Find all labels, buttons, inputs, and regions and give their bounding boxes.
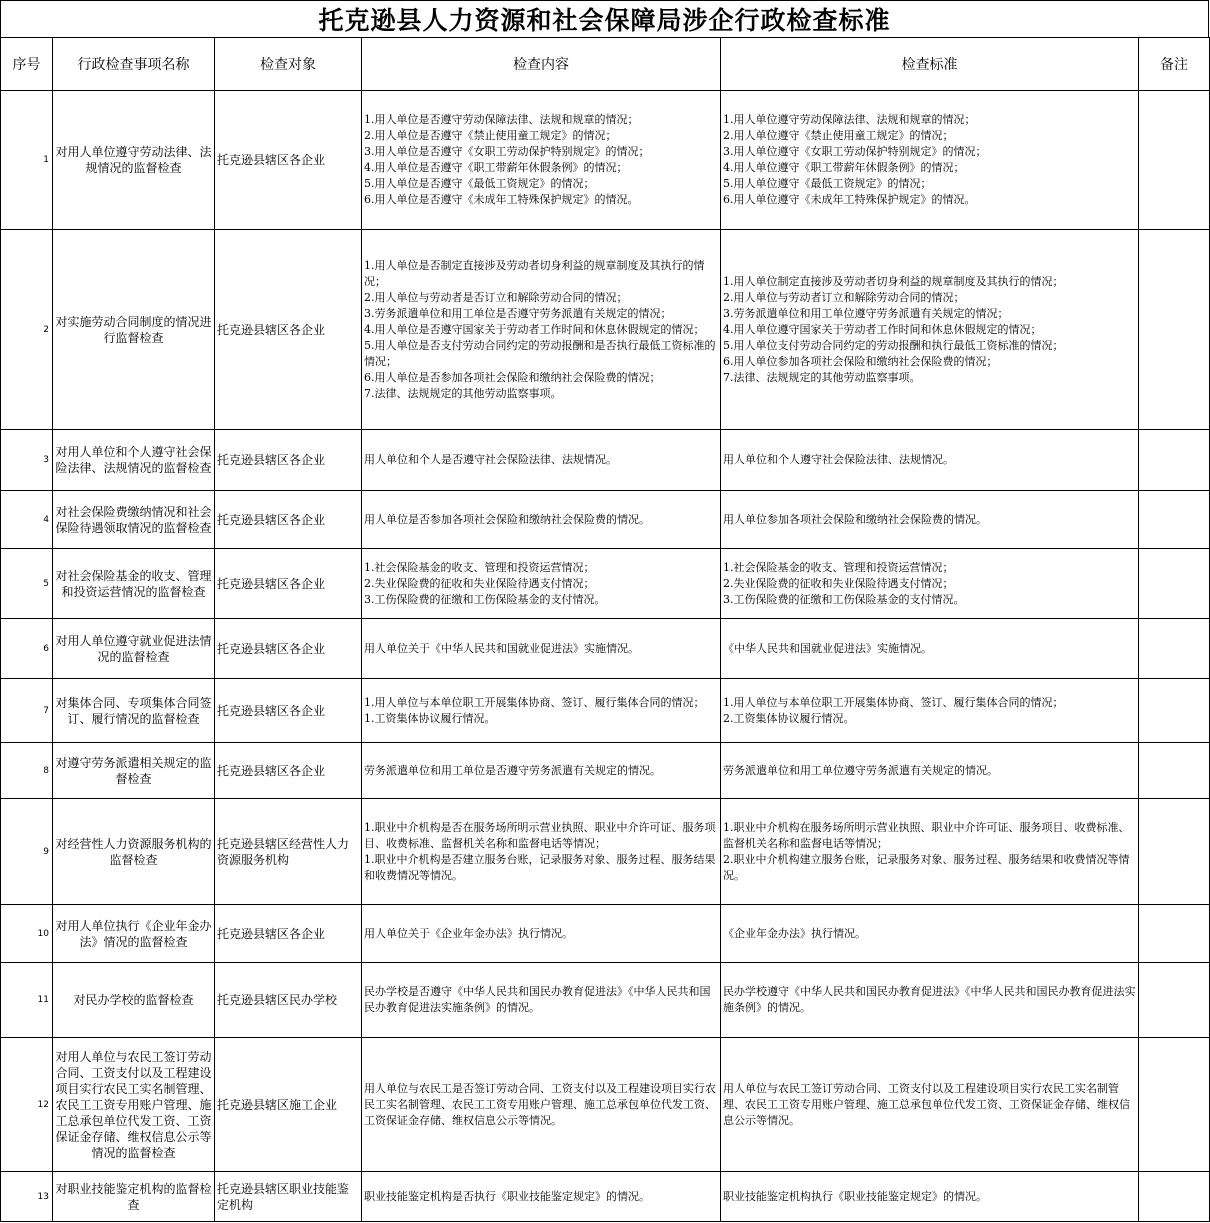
row-content: 用人单位关于《中华人民共和国就业促进法》实施情况。	[362, 619, 721, 679]
row-note	[1139, 679, 1210, 743]
table-row	[1, 230, 1210, 430]
row-no: 1	[1, 91, 53, 230]
row-content: 用人单位与农民工是否签订劳动合同、工资支付以及工程建设项目实行农民工实名制管理、农民工工资专用账户管理、施工总承包单位代发工资、工资保证金存储、维权信息公示等情况。	[362, 1038, 721, 1172]
row-object: 托克逊县辖区各企业	[215, 679, 362, 743]
row-standard: 用人单位和个人遵守社会保险法律、法规情况。	[721, 430, 1139, 491]
row-standard: 1.用人单位制定直接涉及劳动者切身利益的规章制度及其执行的情况； 2.用人单位与劳动者订立和解除劳动合同的情况； 3.劳务派遣单位和用工单位遵守劳务派遣有关规定的情况； 4.用人单位遵守国家关于劳动者工作时间和休息休假规定的情况； 5.用人单位支付劳动合同约定的劳动报酬和执行最低工资标准的情况； 6.用人单位参加各项社会保险和缴纳社会保险费的情况； 7.法律、法规规定的其他劳动监察事项。	[721, 230, 1139, 430]
row-standard: 民办学校遵守《中华人民共和国民办教育促进法》《中华人民共和国民办教育促进法实施条例》的情况。	[721, 963, 1139, 1038]
row-no: 6	[1, 619, 53, 679]
table-row	[1, 905, 1210, 963]
row-note	[1139, 430, 1210, 491]
row-object: 托克逊县辖区各企业	[215, 430, 362, 491]
row-item-name: 对民办学校的监督检查	[53, 963, 215, 1038]
row-object: 托克逊县辖区各企业	[215, 491, 362, 549]
row-object: 托克逊县辖区施工企业	[215, 1038, 362, 1172]
header-note: 备注	[1139, 38, 1210, 91]
table-row	[1, 549, 1210, 619]
row-object: 托克逊县辖区各企业	[215, 549, 362, 619]
row-no: 7	[1, 679, 53, 743]
row-content: 1.职业中介机构是否在服务场所明示营业执照、职业中介许可证、服务项目、收费标准、监督机关名称和监督电话等情况； 1.职业中介机构是否建立服务台账，记录服务对象、服务过程、服务结果和收费情况等情况。	[362, 799, 721, 905]
table-row	[1, 91, 1210, 230]
row-standard: 《中华人民共和国就业促进法》实施情况。	[721, 619, 1139, 679]
header-object: 检查对象	[215, 38, 362, 91]
table-row	[1, 1038, 1210, 1172]
row-no: 5	[1, 549, 53, 619]
row-content: 1.社会保险基金的收支、管理和投资运营情况； 2.失业保险费的征收和失业保险待遇支付情况； 3.工伤保险费的征缴和工伤保险基金的支付情况。	[362, 549, 721, 619]
row-object: 托克逊县辖区各企业	[215, 91, 362, 230]
row-standard: 职业技能鉴定机构执行《职业技能鉴定规定》的情况。	[721, 1172, 1139, 1222]
row-object: 托克逊县辖区各企业	[215, 905, 362, 963]
row-no: 13	[1, 1172, 53, 1222]
row-no: 11	[1, 963, 53, 1038]
row-standard: 1.用人单位与本单位职工开展集体协商、签订、履行集体合同的情况； 2.工资集体协议履行情况。	[721, 679, 1139, 743]
row-note	[1139, 619, 1210, 679]
row-note	[1139, 1172, 1210, 1222]
row-content: 1.用人单位与本单位职工开展集体协商、签订、履行集体合同的情况； 1.工资集体协议履行情况。	[362, 679, 721, 743]
row-item-name: 对社会保险费缴纳情况和社会保险待遇领取情况的监督检查	[53, 491, 215, 549]
row-item-name: 对用人单位和个人遵守社会保险法律、法规情况的监督检查	[53, 430, 215, 491]
row-standard: 用人单位参加各项社会保险和缴纳社会保险费的情况。	[721, 491, 1139, 549]
row-item-name: 对职业技能鉴定机构的监督检查	[53, 1172, 215, 1222]
row-object: 托克逊县辖区各企业	[215, 619, 362, 679]
row-note	[1139, 1038, 1210, 1172]
table-row	[1, 679, 1210, 743]
table-row	[1, 743, 1210, 799]
row-no: 4	[1, 491, 53, 549]
row-object: 托克逊县辖区职业技能鉴定机构	[215, 1172, 362, 1222]
row-object: 托克逊县辖区各企业	[215, 230, 362, 430]
row-standard: 《企业年金办法》执行情况。	[721, 905, 1139, 963]
table-row	[1, 1172, 1210, 1222]
row-item-name: 对实施劳动合同制度的情况进行监督检查	[53, 230, 215, 430]
row-item-name: 对经营性人力资源服务机构的监督检查	[53, 799, 215, 905]
row-content: 劳务派遣单位和用工单位是否遵守劳务派遣有关规定的情况。	[362, 743, 721, 799]
row-note	[1139, 491, 1210, 549]
table-header-row	[1, 38, 1210, 91]
row-item-name: 对用人单位执行《企业年金办法》情况的监督检查	[53, 905, 215, 963]
row-note	[1139, 905, 1210, 963]
row-no: 2	[1, 230, 53, 430]
row-object: 托克逊县辖区各企业	[215, 743, 362, 799]
row-standard: 1.用人单位遵守劳动保障法律、法规和规章的情况； 2.用人单位遵守《禁止使用童工规定》的情况； 3.用人单位遵守《女职工劳动保护特别规定》的情况； 4.用人单位遵守《职工带薪年休假条例》的情况； 5.用人单位遵守《最低工资规定》的情况； 6.用人单位遵守《未成年工特殊保护规定》的情况。	[721, 91, 1139, 230]
row-item-name: 对遵守劳务派遣相关规定的监督检查	[53, 743, 215, 799]
row-note	[1139, 91, 1210, 230]
table-row	[1, 491, 1210, 549]
table-row	[1, 799, 1210, 905]
row-note	[1139, 549, 1210, 619]
row-note	[1139, 230, 1210, 430]
row-standard: 劳务派遣单位和用工单位遵守劳务派遣有关规定的情况。	[721, 743, 1139, 799]
table-row	[1, 619, 1210, 679]
header-name: 行政检查事项名称	[53, 38, 215, 91]
row-object: 托克逊县辖区民办学校	[215, 963, 362, 1038]
row-standard: 1.职业中介机构在服务场所明示营业执照、职业中介许可证、服务项目、收费标准、监督机关名称和监督电话等情况； 2.职业中介机构建立服务台账，记录服务对象、服务过程、服务结果和收费情况等情况。	[721, 799, 1139, 905]
row-content: 用人单位关于《企业年金办法》执行情况。	[362, 905, 721, 963]
row-content: 用人单位是否参加各项社会保险和缴纳社会保险费的情况。	[362, 491, 721, 549]
standards-table	[0, 37, 1210, 1222]
row-standard: 用人单位与农民工签订劳动合同、工资支付以及工程建设项目实行农民工实名制管理、农民工工资专用账户管理、施工总承包单位代发工资、工资保证金存储、维权信息公示等情况。	[721, 1038, 1139, 1172]
row-note	[1139, 799, 1210, 905]
row-note	[1139, 963, 1210, 1038]
header-standard: 检查标准	[721, 38, 1139, 91]
table-row	[1, 430, 1210, 491]
row-item-name: 对用人单位与农民工签订劳动合同、工资支付以及工程建设项目实行农民工实名制管理、农民工工资专用账户管理、施工总承包单位代发工资、工资保证金存储、维权信息公示等情况的监督检查	[53, 1038, 215, 1172]
row-no: 9	[1, 799, 53, 905]
row-note	[1139, 743, 1210, 799]
row-object: 托克逊县辖区经营性人力资源服务机构	[215, 799, 362, 905]
row-item-name: 对用人单位遵守劳动法律、法规情况的监督检查	[53, 91, 215, 230]
row-no: 10	[1, 905, 53, 963]
row-no: 3	[1, 430, 53, 491]
row-item-name: 对用人单位遵守就业促进法情况的监督检查	[53, 619, 215, 679]
row-item-name: 对社会保险基金的收支、管理和投资运营情况的监督检查	[53, 549, 215, 619]
row-item-name: 对集体合同、专项集体合同签订、履行情况的监督检查	[53, 679, 215, 743]
row-content: 用人单位和个人是否遵守社会保险法律、法规情况。	[362, 430, 721, 491]
row-standard: 1.社会保险基金的收支、管理和投资运营情况； 2.失业保险费的征收和失业保险待遇支付情况； 3.工伤保险费的征缴和工伤保险基金的支付情况。	[721, 549, 1139, 619]
row-no: 8	[1, 743, 53, 799]
row-content: 职业技能鉴定机构是否执行《职业技能鉴定规定》的情况。	[362, 1172, 721, 1222]
row-content: 1.用人单位是否制定直接涉及劳动者切身利益的规章制度及其执行的情况； 2.用人单位与劳动者是否订立和解除劳动合同的情况； 3.劳务派遣单位和用工单位是否遵守劳务派遣有关规定的情况； 4.用人单位是否遵守国家关于劳动者工作时间和休息休假规定的情况； 5.用人单位是否支付劳动合同约定的劳动报酬和是否执行最低工资标准的情况； 6.用人单位是否参加各项社会保险和缴纳社会保险费的情况； 7.法律、法规规定的其他劳动监察事项。	[362, 230, 721, 430]
document-title: 托克逊县人力资源和社会保障局涉企行政检查标准	[0, 0, 1209, 37]
header-content: 检查内容	[362, 38, 721, 91]
row-no: 12	[1, 1038, 53, 1172]
row-content: 1.用人单位是否遵守劳动保障法律、法规和规章的情况； 2.用人单位是否遵守《禁止使用童工规定》的情况； 3.用人单位是否遵守《女职工劳动保护特别规定》的情况； 4.用人单位是否遵守《职工带薪年休假条例》的情况； 5.用人单位是否遵守《最低工资规定》的情况； 6.用人单位是否遵守《未成年工特殊保护规定》的情况。	[362, 91, 721, 230]
row-content: 民办学校是否遵守《中华人民共和国民办教育促进法》《中华人民共和国民办教育促进法实施条例》的情况。	[362, 963, 721, 1038]
header-no: 序号	[1, 38, 53, 91]
table-row	[1, 963, 1210, 1038]
